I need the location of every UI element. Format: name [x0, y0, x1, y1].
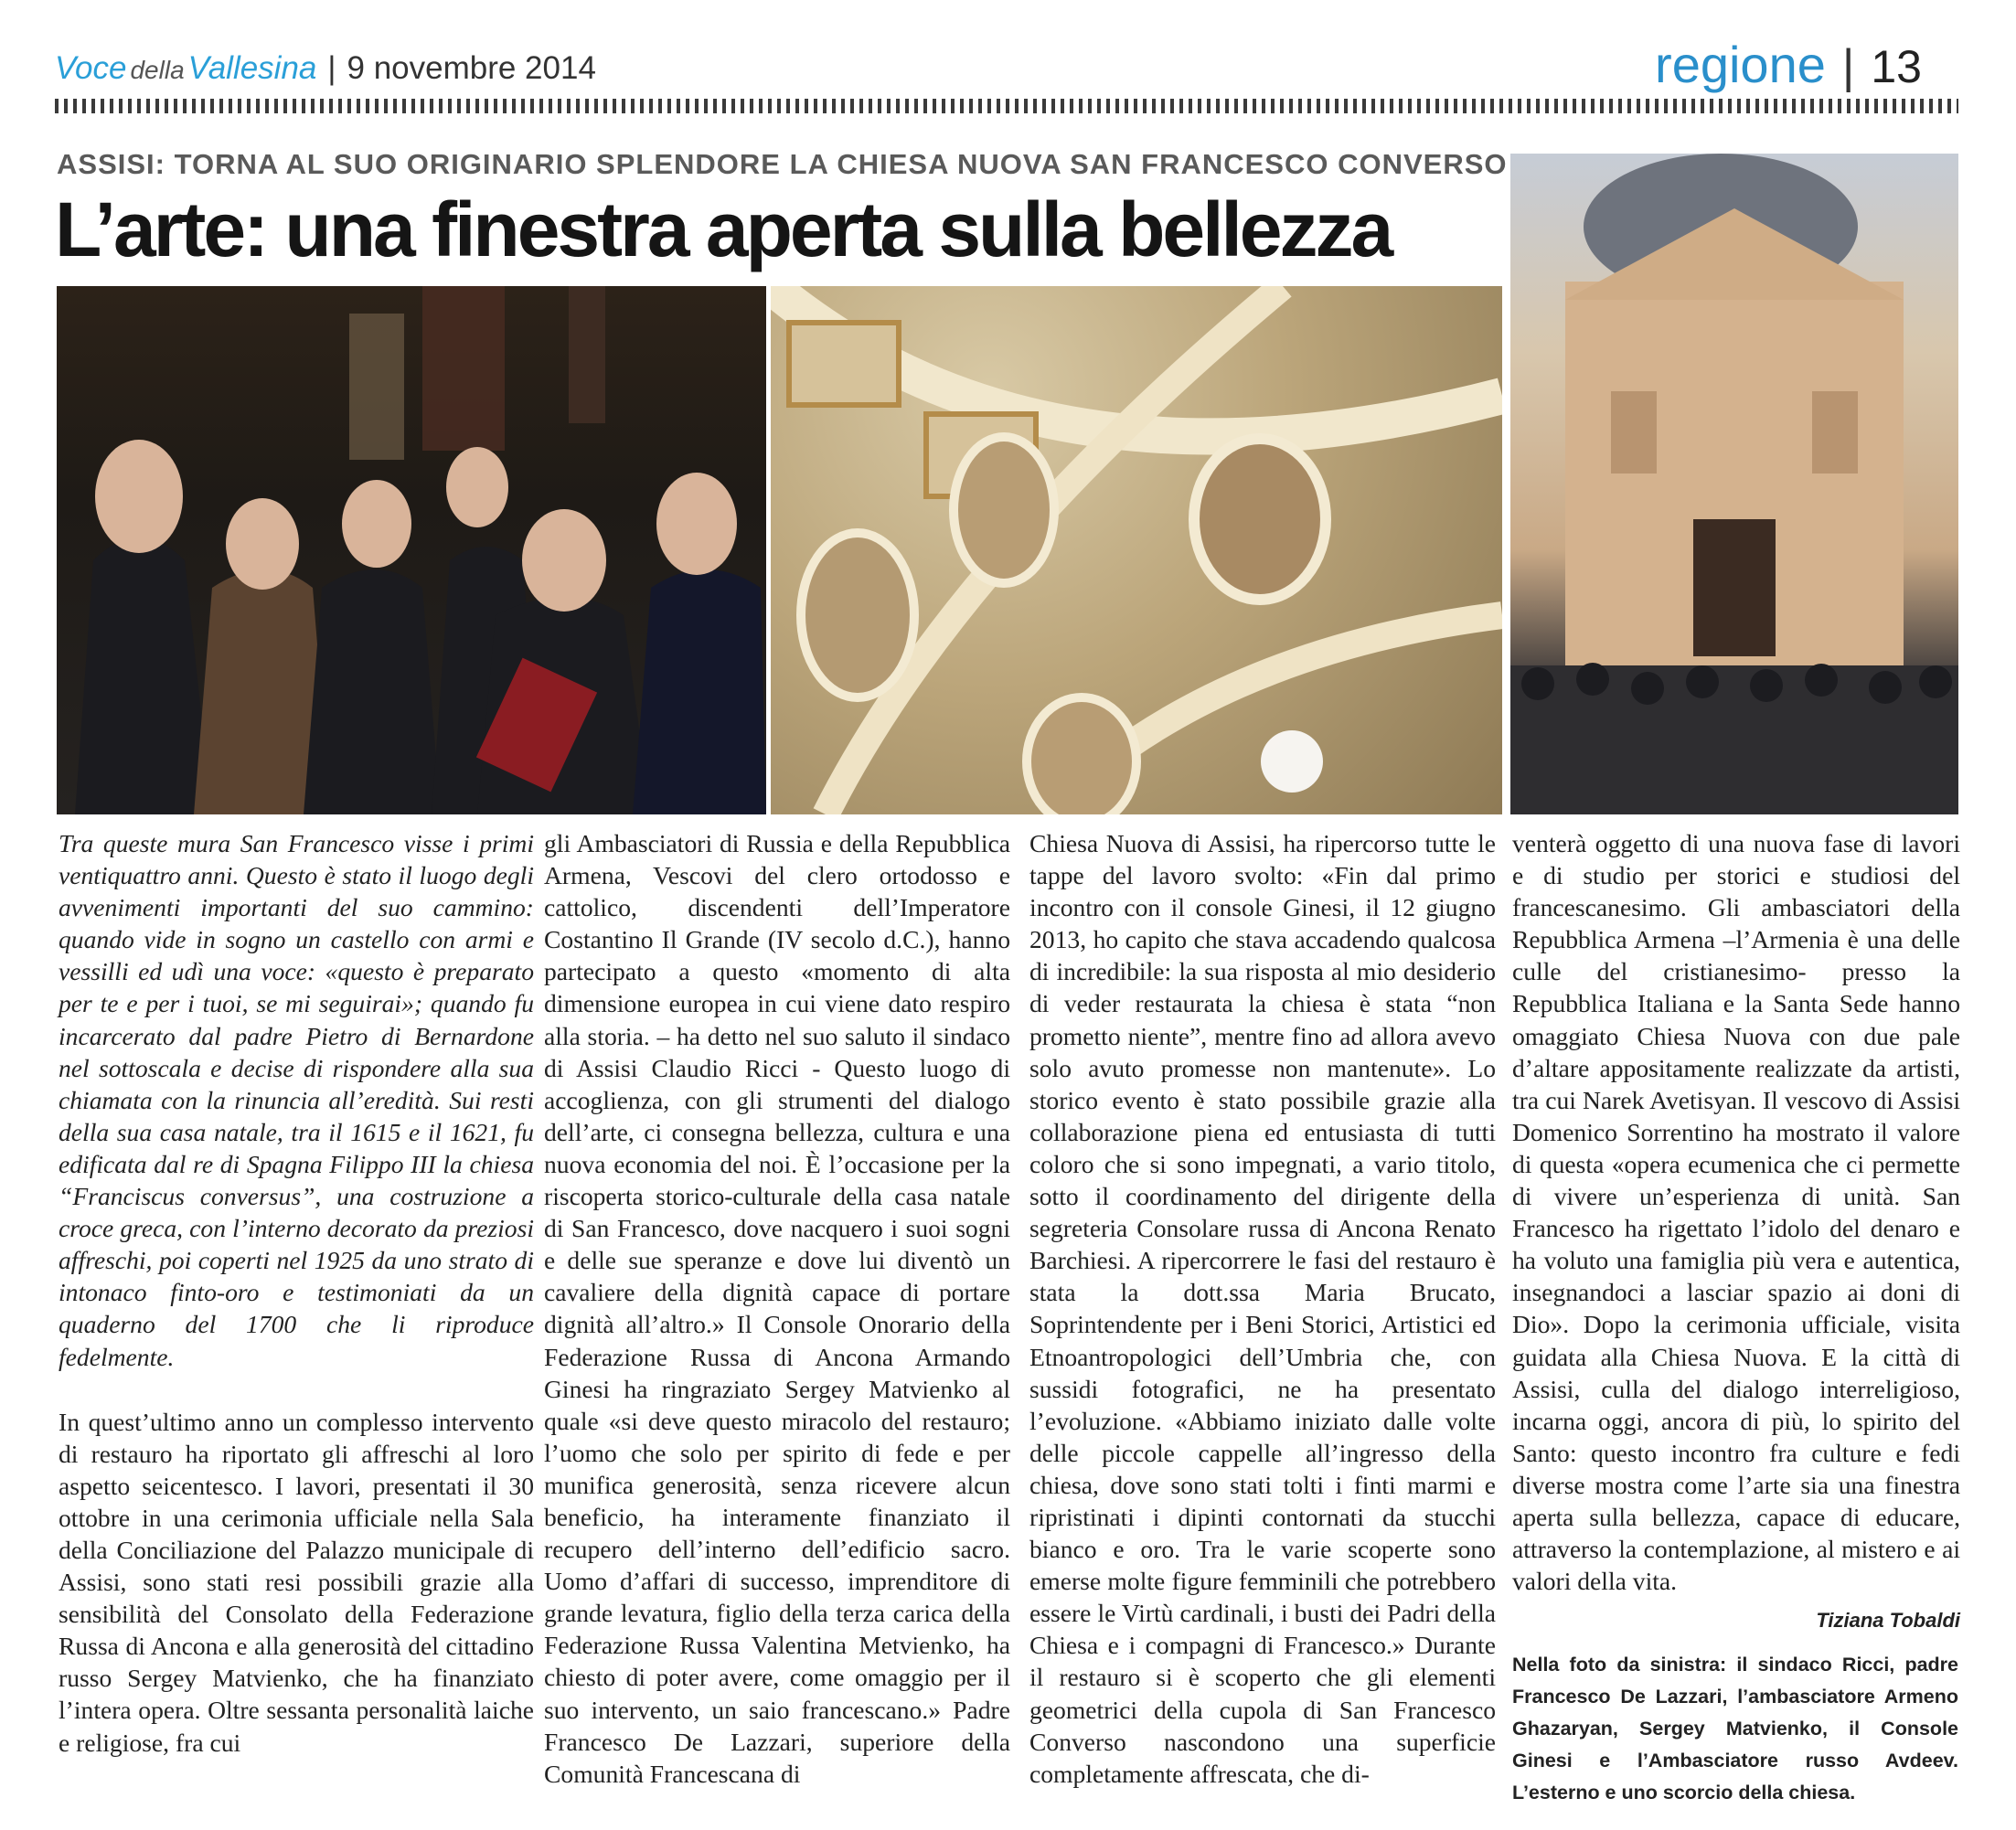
- paragraph-gap: [59, 1373, 534, 1406]
- article-kicker: ASSISI: TORNA AL SUO ORIGINARIO SPLENDORE LA CHIESA NUOVA SAN FRANCESCO CONVERSO: [57, 148, 1508, 180]
- article-paragraph: gli Ambasciatori di Russia e della Repubblica Armena, Vescovi del clero ortodosso e cattolico, discendenti dell’Imperatore Costantino Il Grande (IV secolo d.C.), hanno partecipato a questo «momento di alta dimensione europea in cui viene dato respiro alla storia. – ha detto nel suo saluto il sindaco di Assisi Claudio Ricci - Questo luogo di accoglienza, con gli strumenti del dialogo dell’arte, ci consegna bellezza, cultura e una nuova economia del noi. È l’occasione per la riscoperta storico-culturale della casa natale di San Francesco, dove nacquero i suoi sogni e delle sue speranze e dove lui diventò un cavaliere della dignità capace di portare dignità all’altro.» Il Console Onorario della Federazione Russa di Ancona Armando Ginesi ha ringraziato Sergey Matvienko al quale «si deve questo miracolo del restauro; l’uomo che solo per spirito di fede e per munifica generosità, senza ricevere alcun beneficio, ha interamente finanziato il recupero dell’interno dell’edificio sacro. Uomo d’affari di successo, imprenditore di grande levatura, figlio della terza carica della Federazione Russa Valentina Metvienko, ha chiesto di poter avere, come omaggio per il suo intervento, un saio francescano.» Padre Francesco De Lazzari, superiore della Comunità Francescana di: [544, 829, 1010, 1788]
- author-signature: Tiziana Tobaldi: [1816, 1609, 1960, 1633]
- section-separator: |: [1841, 40, 1855, 93]
- article-column-2: [544, 827, 1010, 1790]
- photo-dome-frescoes: [771, 286, 1502, 814]
- article-paragraph: Chiesa Nuova di Assisi, ha ripercorso tutte le tappe del lavoro svolto: «Fin dal primo incontro con il console Ginesi, il 12 giugno 2013, ho capito che stava accadendo qualcosa di incredibile: la sua risposta al mio desiderio di veder restaurata la chiesa è stata “non prometto niente”, mentre fino ad allora avevo solo avuto promesse non mantenute». Lo storico evento è stato possibile grazie alla collaborazione piena ed entusiasta di tutti coloro che si sono impegnati, a vario titolo, sotto il coordinamento del dirigente della segreteria Consolare russa di Ancona Renato Barchiesi. A ripercorrere le fasi del restauro è stata la dott.ssa Maria Brucato, Soprintendente per i Beni Storici, Artistici ed Etnoantropologici dell’Umbria che, con sussidi fotografici, ne ha presentato l’evoluzione. «Abbiamo iniziato dalle volte delle piccole cappelle all’ingresso della chiesa, dove sono stati tolti i finti marmi e ripristinati i dipinti contornati da stucchi bianco e oro. Tra le varie scoperte sono emerse molte figure femminili che potrebbero essere le Virtù cardinali, i busti dei Padri della Chiesa e i compagni di Francesco.» Durante il restauro si è scoperto che gli elementi geometrici della cupola di San Francesco Converso nascondono una superficie completamente affrescata, che di-: [1029, 829, 1496, 1788]
- photo-group-portrait: [57, 286, 766, 814]
- article-intro: Tra queste mura San Francesco visse i primi ventiquattro anni. Questo è stato il luogo degli avvenimenti importanti del suo cammino: quando vide in sogno un castello con armi e vessilli ed udì una voce: «questo è preparato per te e per i tuoi, se mi seguirai»; quando fu incarcerato dal padre Pietro di Bernardone nel sottoscala e decise di rispondere alla sua chiamata con la rinuncia all’eredità. Sui resti della sua casa natale, tra il 1615 e il 1621, fu edificata dal re di Spagna Filippo III la chiesa “Franciscus conversus”, una costruzione a croce greca, con l’interno decorato da preziosi affreschi, poi coperti nel 1925 da uno strato di intonaco finto-oro e testimoniati da un quaderno del 1700 che li riproduce fedelmente.: [59, 829, 534, 1371]
- section-header: [1655, 33, 1922, 97]
- masthead-rule: [55, 99, 1958, 113]
- masthead-brand-vallesina: Vallesina: [187, 50, 317, 86]
- masthead-brand-voce: Voce: [55, 50, 127, 86]
- photo-church-facade: [1510, 154, 1958, 814]
- photo-dome-illustration: [771, 286, 1502, 814]
- section-name: regione: [1655, 36, 1826, 93]
- page-number: 13: [1871, 41, 1922, 92]
- masthead-date: 9 novembre 2014: [347, 50, 596, 86]
- masthead-left: [55, 46, 596, 91]
- article-paragraph: In quest’ultimo anno un complesso intervento di restauro ha riportato gli affreschi al loro aspetto seicentesco. I lavori, presentati il 30 ottobre in una cerimonia ufficiale nella Sala della Conciliazione del Palazzo municipale di Assisi, sono stati resi possibili grazie alla sensibilità del Consolato della Federazione Russa di Ancona e alla generosità del cittadino russo Sergey Matvienko, che ha finanziato l’intera opera. Oltre sessanta personalità laiche e religiose, fra cui: [59, 1407, 534, 1757]
- article-column-4: [1512, 827, 1960, 1636]
- masthead-brand-della: della: [130, 56, 185, 84]
- article-headline: L’arte: una finestra aperta sulla bellezza: [55, 186, 1392, 272]
- article-column-3: [1029, 827, 1496, 1790]
- photo-caption: Nella foto da sinistra: il sindaco Ricci, padre Francesco De Lazzari, l’ambasciatore Armeno Ghazaryan, Sergey Matvienko, il Console Ginesi e l’Ambasciatore russo Avdeev. L’esterno e uno scorcio della chiesa.: [1512, 1654, 1958, 1803]
- photo-facade-illustration: [1510, 154, 1958, 814]
- photo-group-illustration: [57, 286, 766, 814]
- article-column-1: [59, 827, 534, 1759]
- article-paragraph: venterà oggetto di una nuova fase di lavori e di studio per storici e studiosi del francescanesimo. Gli ambasciatori della Repubblica Armena –l’Armenia è una delle culle del cristianesimo- presso la Repubblica Italiana e la Santa Sede hanno omaggiato Chiesa Nuova con due pale d’altare appositamente realizzate da artisti, tra cui Narek Avetisyan. Il vescovo di Assisi Domenico Sorrentino ha mostrato il valore di questa «opera ecumenica che ci permette di vivere un’esperienza di unità. San Francesco ha rigettato l’idolo del denaro e ha voluto una famiglia più vera e autentica, insegnandoci a lasciar spazio ai doni di Dio». Dopo la cerimonia ufficiale, visita guidata alla Chiesa Nuova. E la città di Assisi, culla del dialogo interreligioso, incarna oggi, ancora di più, lo spirito del Santo: questo incontro fra culture e fedi diverse mostra come l’arte sia una finestra aperta sulla bellezza, capace di educare, attraverso la contemplazione, al mistero e ai valori della vita.: [1512, 829, 1960, 1596]
- masthead-separator: |: [327, 50, 336, 86]
